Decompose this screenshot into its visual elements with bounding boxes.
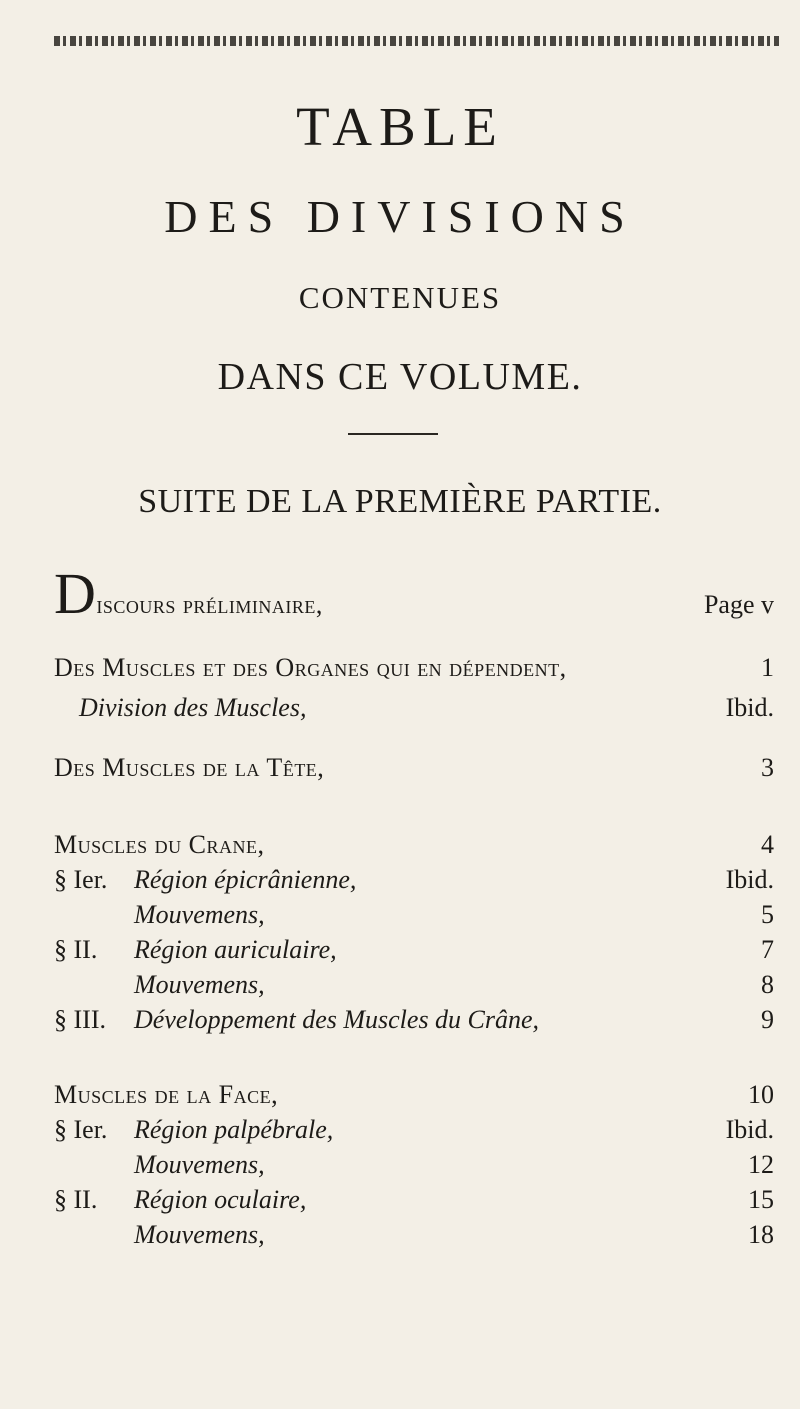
toc-entry-page: 8 — [761, 970, 774, 999]
page-title: TABLE — [296, 96, 504, 157]
title-line-2: DES DIVISIONS — [164, 191, 636, 242]
toc-entry-muscles-crane — [54, 830, 774, 860]
toc-entry-division — [54, 693, 774, 723]
toc-entry-mouvemens — [54, 1220, 774, 1250]
toc-entry-page: Page v — [703, 590, 774, 619]
toc-entry-label: Muscles de la Face, — [54, 1080, 279, 1109]
divider-rule — [348, 433, 438, 435]
toc-entry-label: Mouvemens, — [134, 970, 265, 999]
toc-entry-label: § III. Développement des Muscles du Crâne, — [54, 1005, 540, 1034]
toc-entry-page: Ibid. — [725, 1115, 774, 1144]
toc-entry-muscles-tete — [54, 753, 774, 783]
toc-entry-label: Des Muscles et des Organes qui en dépendent, — [54, 653, 567, 682]
toc-entry-region-oculaire — [54, 1185, 774, 1215]
toc-entry-label: Mouvemens, — [134, 1220, 265, 1249]
toc-entry-page: 4 — [761, 830, 774, 859]
toc-entry-mouvemens — [54, 1150, 774, 1180]
toc-entry-page: 12 — [748, 1150, 774, 1179]
toc-entry-page: 1 — [761, 653, 774, 682]
toc-entry-mouvemens — [54, 970, 774, 1000]
title-line-4: DANS CE VOLUME. — [217, 356, 583, 398]
toc-entry-label: Des Muscles de la Tête, — [54, 753, 325, 782]
toc-entry-label: Discours préliminaire, — [54, 561, 323, 626]
toc-entry-discours — [54, 561, 774, 626]
toc-entry-page: 15 — [748, 1185, 774, 1214]
toc-entry-mouvemens — [54, 900, 774, 930]
toc-entry-page: Ibid. — [725, 693, 774, 722]
toc-entry-label: § II. Région auriculaire, — [54, 935, 337, 964]
toc-entry-page: 5 — [761, 900, 774, 929]
toc-entry-region-palpebrale — [54, 1115, 774, 1145]
toc-entry-page: Ibid. — [725, 865, 774, 894]
toc-entry-developpement — [54, 1005, 774, 1035]
toc-entry-label: § Ier. Région épicrânienne, — [54, 865, 357, 894]
toc-entry-muscles-organes — [54, 653, 774, 683]
toc-entry-muscles-face — [54, 1080, 774, 1110]
top-ornament-border — [54, 36, 779, 46]
title-line-3: CONTENUES — [298, 280, 502, 315]
toc-entry-page: 9 — [761, 1005, 774, 1034]
toc-entry-label: Mouvemens, — [134, 1150, 265, 1179]
toc-entry-page: 7 — [761, 935, 774, 964]
toc-entry-label: Division des Muscles, — [79, 693, 307, 722]
part-heading: SUITE DE LA PREMIÈRE PARTIE. — [138, 483, 662, 520]
toc-entry-region-epicranienne — [54, 865, 774, 895]
toc-entry-label: § II. Région oculaire, — [54, 1185, 307, 1214]
toc-entry-page: 18 — [748, 1220, 774, 1249]
toc-entry-label: § Ier. Région palpébrale, — [54, 1115, 334, 1144]
toc-entry-label: Mouvemens, — [134, 900, 265, 929]
toc-entry-label: Muscles du Crane, — [54, 830, 265, 859]
toc-entry-page: 10 — [748, 1080, 774, 1109]
toc-entry-page: 3 — [761, 753, 774, 782]
toc-entry-region-auriculaire — [54, 935, 774, 965]
